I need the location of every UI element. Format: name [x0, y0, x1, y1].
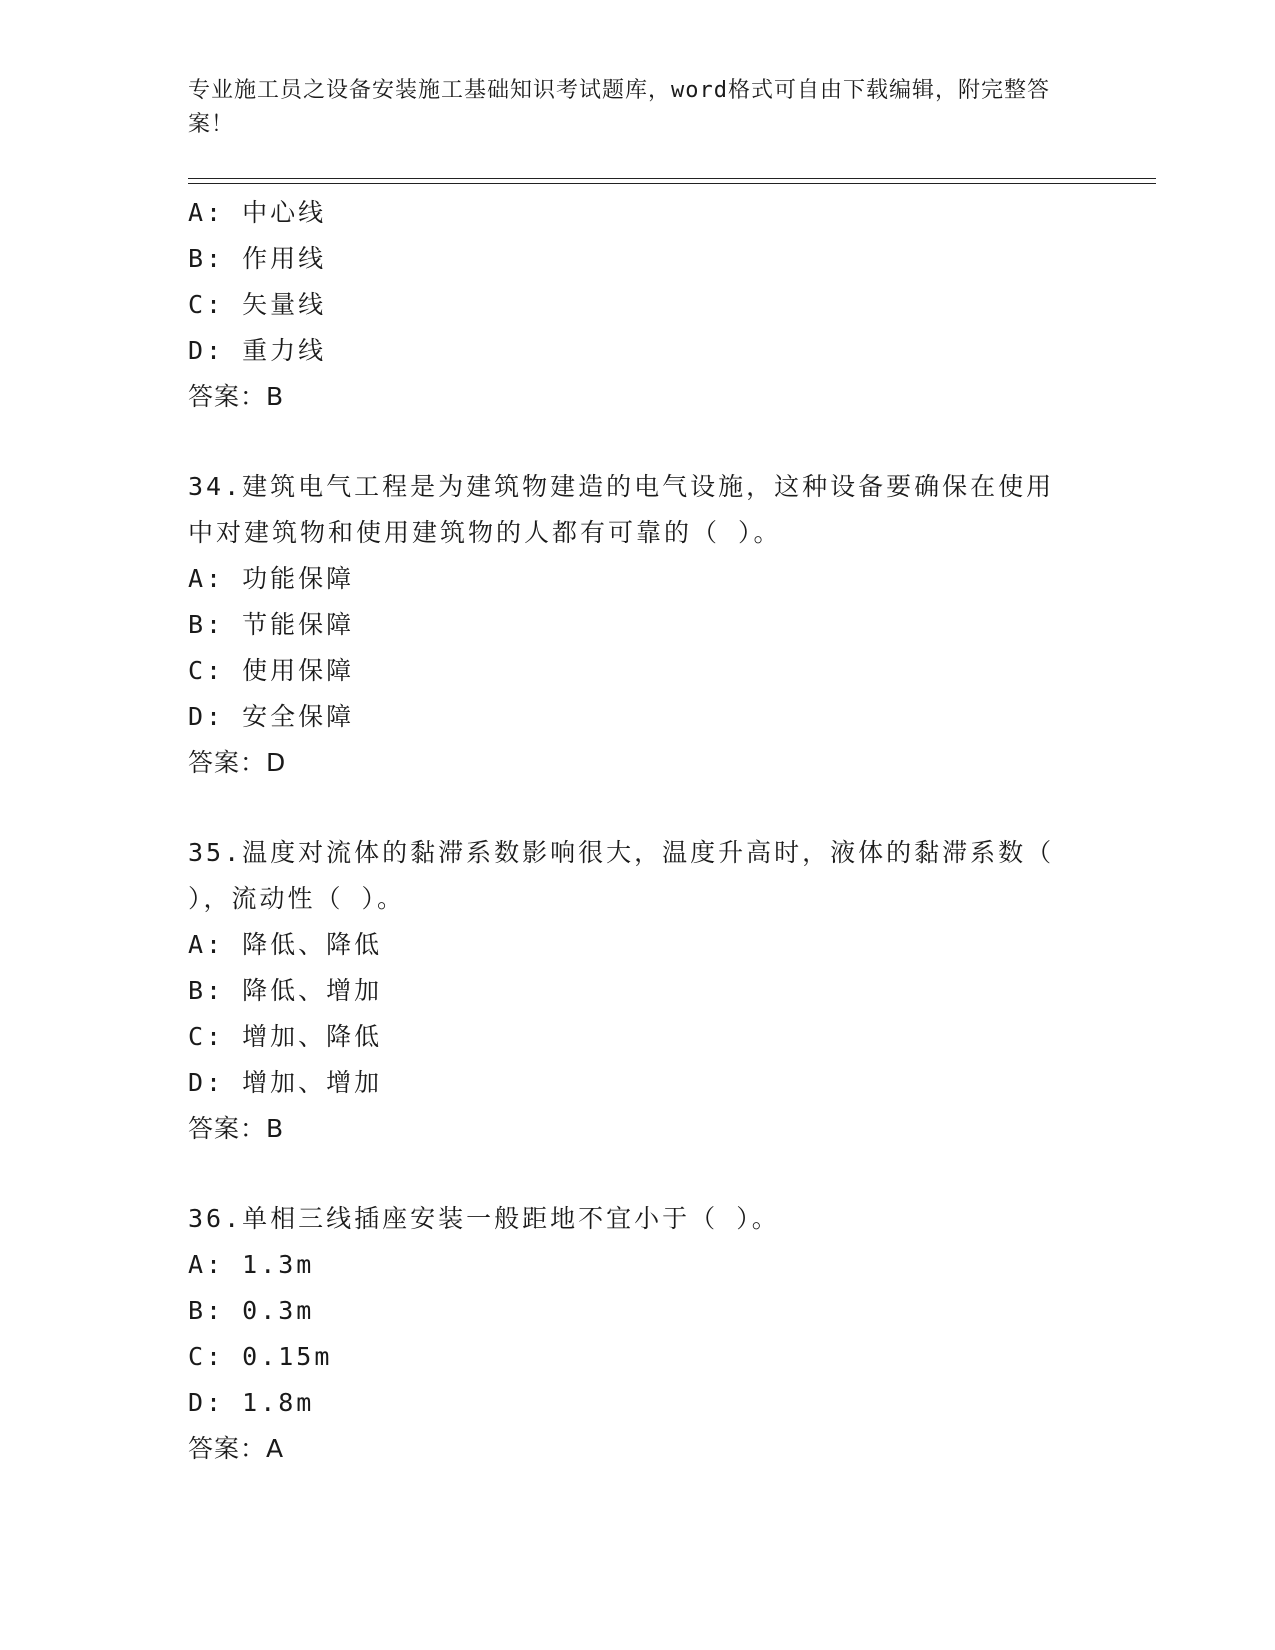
option-d: D: 1.8m	[188, 1388, 315, 1417]
option-d: D: 安全保障	[188, 702, 355, 731]
option-b: B: 降低、增加	[188, 976, 383, 1005]
spacer	[188, 786, 1088, 830]
question-text: 34.建筑电气工程是为建筑物建造的电气设施，这种设备要确保在使用中对建筑物和使用建筑物的人都有可靠的（ ）。	[188, 472, 1055, 547]
option-b: B: 节能保障	[188, 610, 355, 639]
option-c: C: 使用保障	[188, 656, 355, 685]
question-block-34	[188, 464, 1088, 786]
header-rule-bottom	[188, 183, 1156, 184]
option-d: D: 重力线	[188, 336, 327, 365]
question-block-35	[188, 830, 1088, 1152]
option-b: B: 0.3m	[188, 1296, 315, 1325]
question-text: 36.单相三线插座安装一般距地不宜小于（ ）。	[188, 1204, 780, 1233]
option-a: A: 功能保障	[188, 564, 355, 593]
option-c: C: 矢量线	[188, 290, 327, 319]
answer-line: 答案：B	[188, 382, 285, 411]
option-a: A: 中心线	[188, 198, 327, 227]
answer-line: 答案：B	[188, 1114, 285, 1143]
option-c: C: 增加、降低	[188, 1022, 383, 1051]
question-block-36	[188, 1196, 1088, 1472]
spacer	[188, 420, 1088, 464]
option-a: A: 降低、降低	[188, 930, 383, 959]
option-a: A: 1.3m	[188, 1250, 315, 1279]
option-d: D: 增加、增加	[188, 1068, 383, 1097]
answer-line: 答案：A	[188, 1434, 285, 1463]
document-body	[188, 190, 1088, 1472]
question-block-carryover	[188, 190, 1088, 420]
document-header: 专业施工员之设备安装施工基础知识考试题库，word格式可自由下载编辑，附完整答案！	[188, 78, 1050, 137]
question-text: 35.温度对流体的黏滞系数影响很大，温度升高时，液体的黏滞系数（ ），流动性（ ）。	[188, 838, 1055, 913]
answer-line: 答案：D	[188, 748, 287, 777]
option-b: B: 作用线	[188, 244, 327, 273]
option-c: C: 0.15m	[188, 1342, 333, 1371]
header-rule-top	[188, 178, 1156, 179]
spacer	[188, 1152, 1088, 1196]
